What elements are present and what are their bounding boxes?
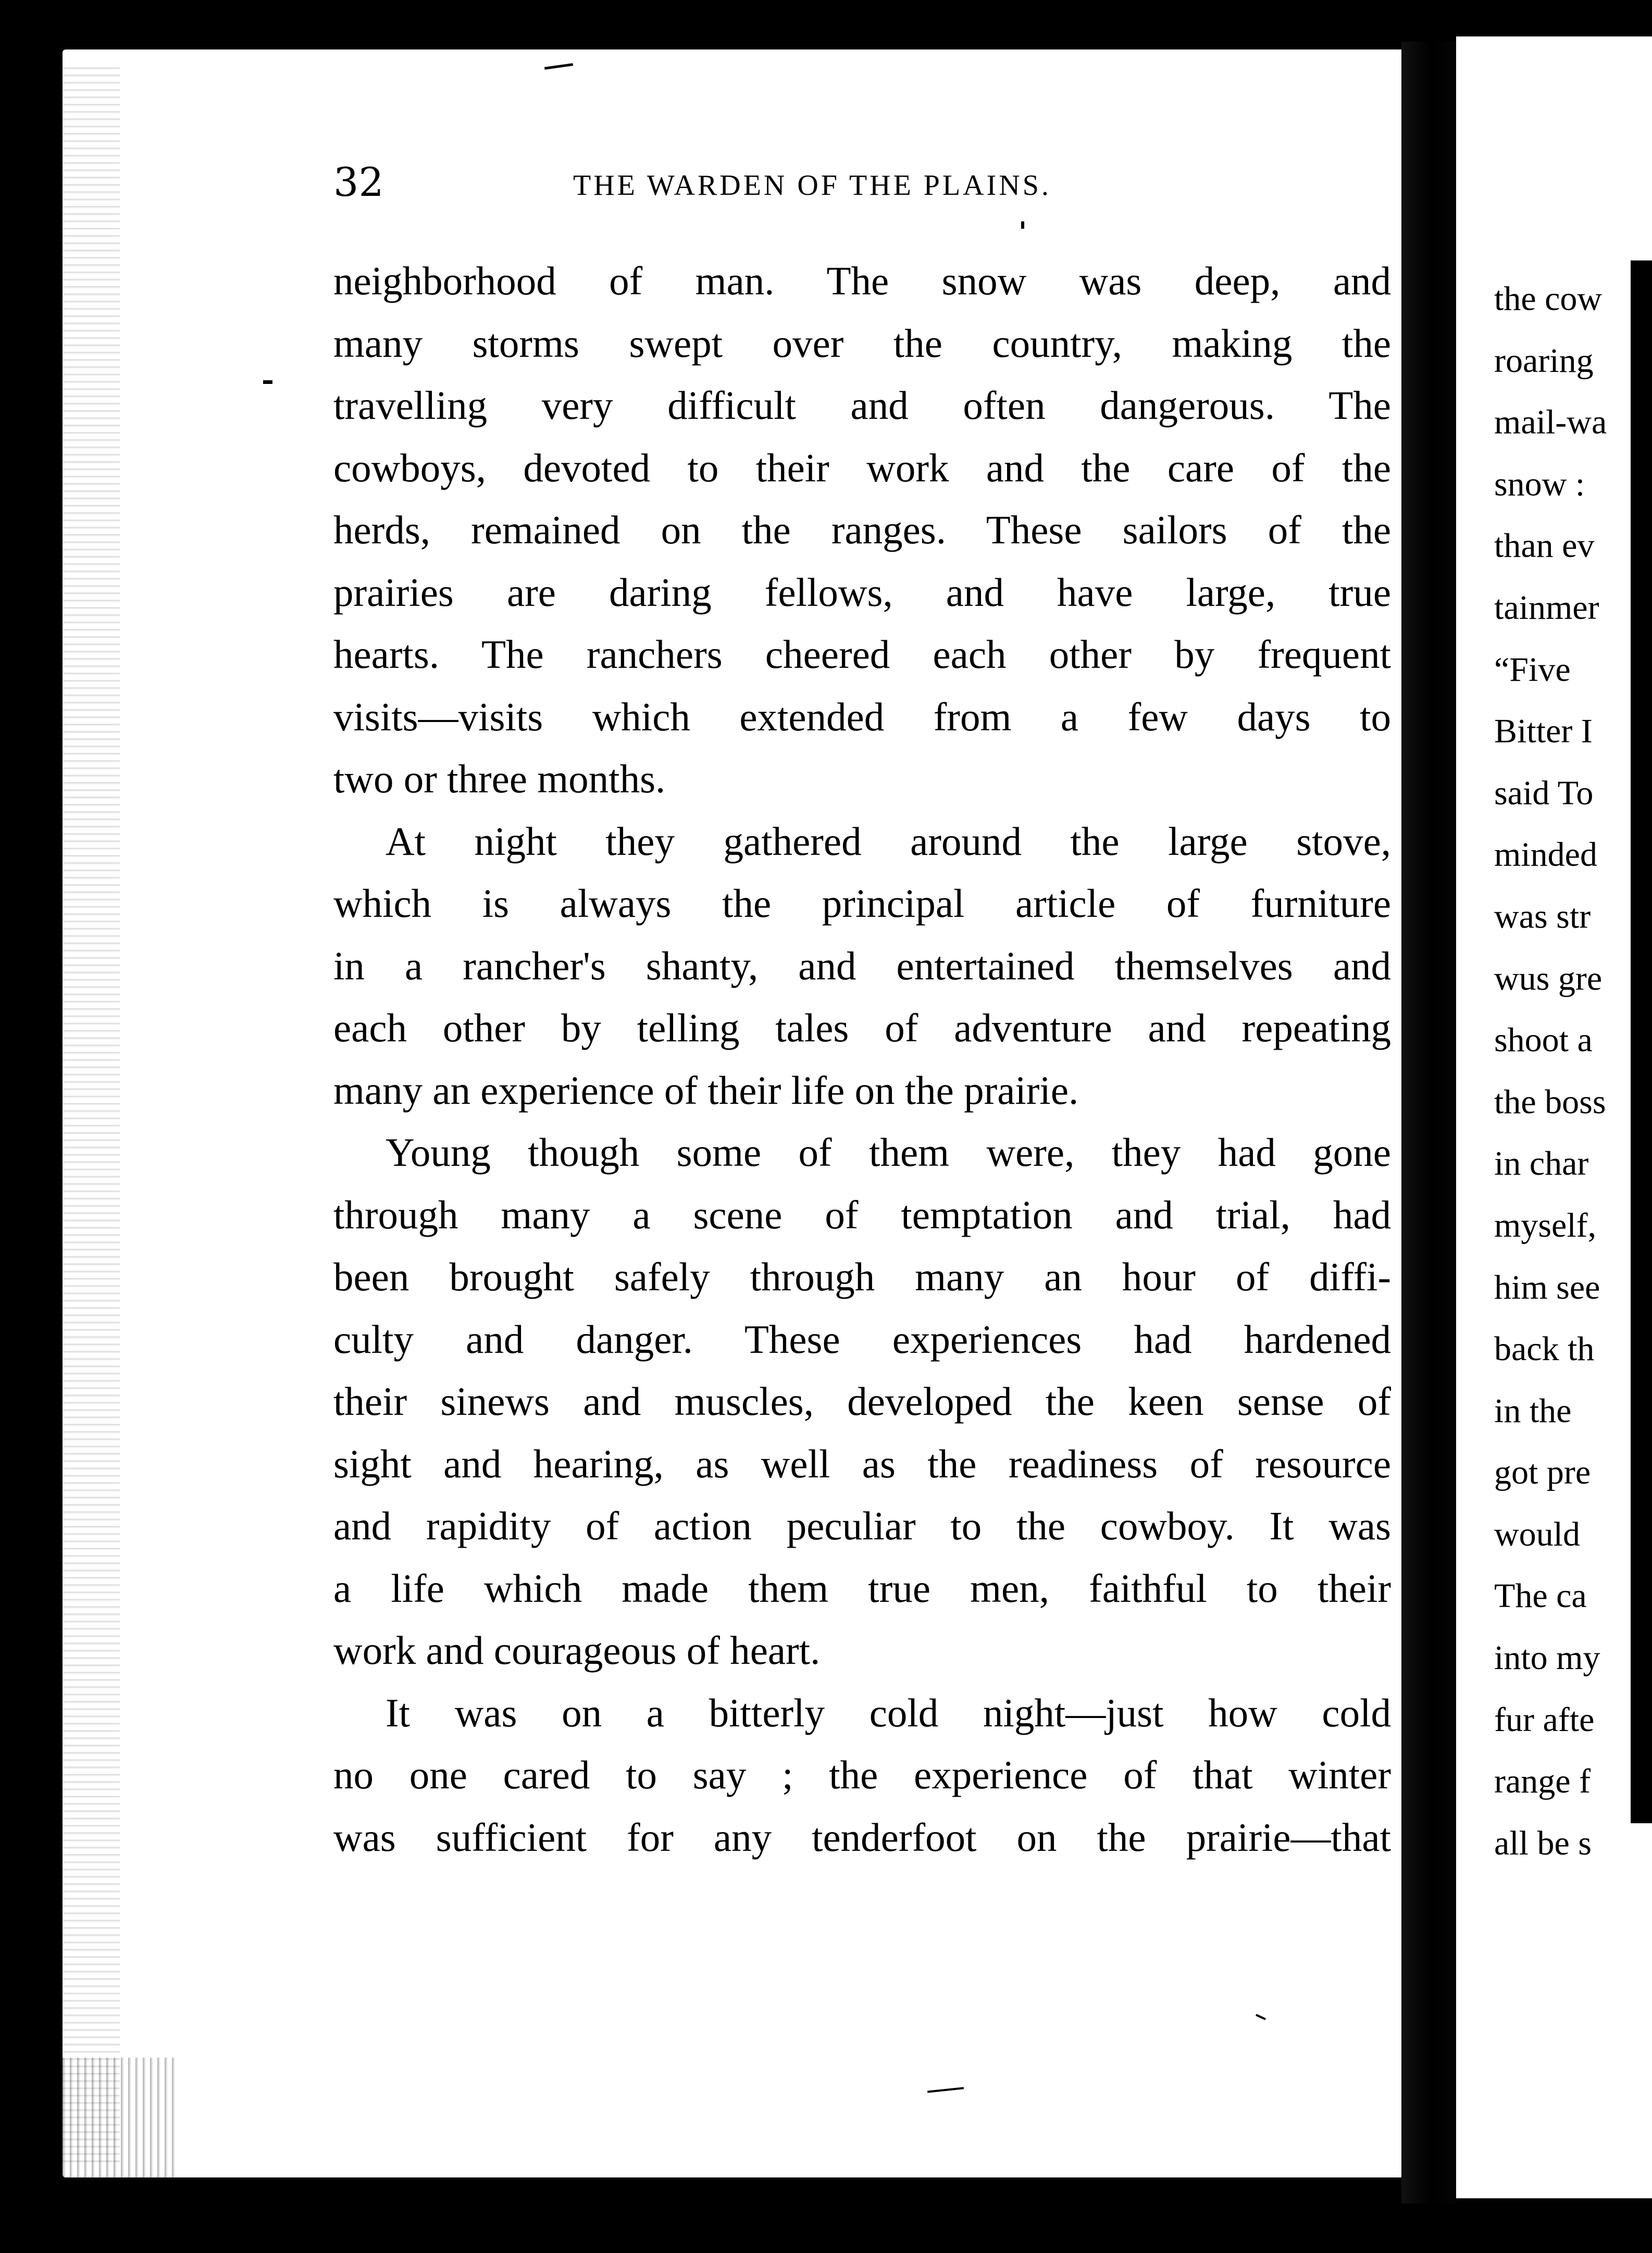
right-text-line: The ca	[1494, 1577, 1587, 1615]
right-text-line: snow :	[1494, 465, 1585, 503]
running-head	[333, 156, 1167, 208]
right-text-line: range f	[1494, 1762, 1591, 1801]
text-line: was sufficient for any tenderfoot on the prairie—that	[333, 1814, 1391, 1860]
right-text-line: wus gre	[1494, 959, 1603, 998]
text-line: many an experience of their life on the prairie.	[333, 1067, 1079, 1113]
right-text-line: back th	[1494, 1330, 1595, 1368]
text-line: two or three months.	[333, 756, 666, 801]
right-text-line: said To	[1494, 774, 1594, 812]
text-line: sight and hearing, as well as the readiness of resource	[333, 1441, 1391, 1486]
right-text-line: than ev	[1494, 527, 1595, 565]
text-line: many storms swept over the country, making the	[333, 320, 1391, 366]
right-text-line: the boss	[1494, 1082, 1606, 1121]
right-text-line: in the	[1494, 1391, 1572, 1430]
page-edge-noise	[63, 63, 120, 2167]
text-line: which is always the principal article of furniture	[333, 881, 1391, 926]
right-text-line: tainmer	[1494, 588, 1599, 627]
right-text-line: got pre	[1494, 1453, 1591, 1492]
right-text-line: Bitter I	[1494, 712, 1593, 751]
scan-speck	[1021, 221, 1024, 229]
right-text-line: mail-wa	[1494, 403, 1607, 442]
text-line: travelling very difficult and often dangerous. The	[333, 383, 1391, 428]
text-line: been brought safely through many an hour of diffi-	[333, 1254, 1391, 1299]
body-text	[333, 250, 1391, 1869]
book-gutter	[1401, 42, 1456, 2204]
text-line: cowboys, devoted to their work and the care of the	[333, 445, 1391, 490]
right-text-line: was str	[1494, 897, 1591, 936]
text-line: herds, remained on the ranges. These sailors of the	[333, 507, 1391, 552]
paragraph-3	[333, 1122, 1391, 1682]
scan-speck	[263, 380, 272, 384]
text-line: visits—visits which extended from a few days to	[333, 694, 1391, 739]
right-text-line: “Five	[1494, 650, 1571, 689]
page-corner-noise	[63, 2058, 177, 2177]
page-number: 32	[333, 159, 384, 205]
right-text-line: all be s	[1494, 1824, 1592, 1862]
text-line: prairies are daring fellows, and have large, true	[333, 569, 1391, 615]
right-text-line: in char	[1494, 1144, 1589, 1183]
text-line: hearts. The ranchers cheered each other by frequent	[333, 632, 1391, 677]
right-text-line: minded	[1494, 836, 1597, 874]
right-page-edge-shadow	[1631, 260, 1652, 1823]
text-line: At night they gathered around the large stove,	[386, 818, 1391, 864]
text-line: culty and danger. These experiences had hardened	[333, 1316, 1391, 1362]
right-text-line: would	[1494, 1515, 1580, 1553]
text-line: and rapidity of action peculiar to the cowboy. It was	[333, 1503, 1391, 1548]
right-text-line: myself,	[1494, 1206, 1597, 1244]
paragraph-1	[333, 250, 1391, 811]
text-line: a life which made them true men, faithful to their	[333, 1565, 1391, 1611]
right-text-line: into my	[1494, 1639, 1600, 1677]
text-line: Young though some of them were, they had gone	[386, 1130, 1391, 1175]
right-text-line: shoot a	[1494, 1021, 1593, 1060]
right-text-line: roaring	[1494, 341, 1594, 380]
paragraph-4	[333, 1682, 1391, 1869]
right-text-line: him see	[1494, 1268, 1600, 1306]
text-line: work and courageous of heart.	[333, 1628, 821, 1673]
text-line: neighborhood of man. The snow was deep, and	[333, 258, 1391, 303]
right-text-line: the cow	[1494, 280, 1603, 318]
running-title: THE WARDEN OF THE PLAINS.	[573, 169, 1051, 202]
paragraph-2	[333, 811, 1391, 1122]
text-line: through many a scene of temptation and trial, had	[333, 1192, 1391, 1237]
text-line: It was on a bitterly cold night—just how cold	[386, 1690, 1391, 1735]
text-line: no one cared to say ; the experience of that winter	[333, 1752, 1391, 1797]
right-page-text	[1494, 268, 1652, 1874]
text-line: their sinews and muscles, developed the keen sense of	[333, 1379, 1391, 1424]
text-line: in a rancher's shanty, and entertained themselves and	[333, 943, 1391, 988]
right-text-line: fur afte	[1494, 1700, 1595, 1739]
text-line: each other by telling tales of adventure and repeating	[333, 1005, 1391, 1050]
